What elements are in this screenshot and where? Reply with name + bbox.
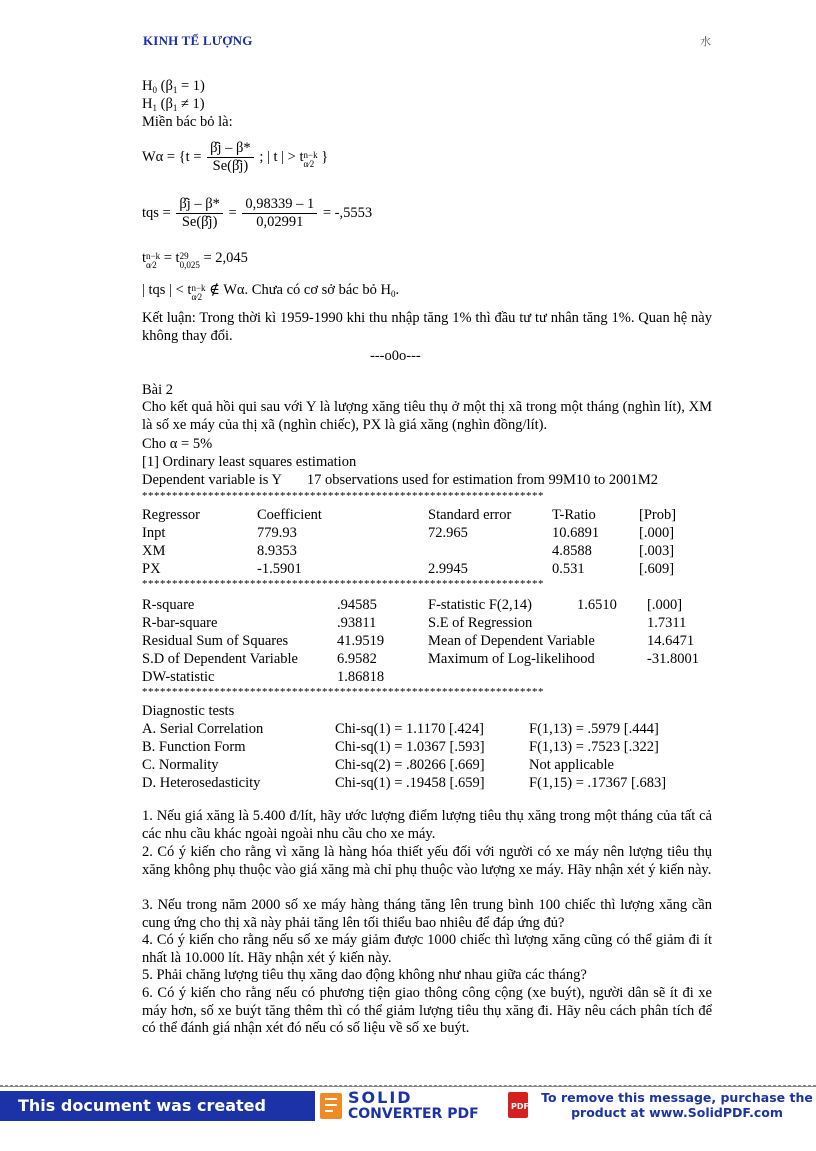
- header-mark: 水: [700, 36, 711, 48]
- stats-row-cell: -31.8001: [647, 651, 699, 667]
- diagnostic-title: Diagnostic tests: [142, 703, 235, 719]
- stats-row-cell: S.D of Dependent Variable: [142, 651, 298, 667]
- table-row-cell: 10.6891: [552, 525, 600, 541]
- stats-row-cell: 14.6471: [647, 633, 695, 649]
- estimation-method: [1] Ordinary least squares estimation: [142, 454, 357, 470]
- diagnostic-row-cell: D. Heterosedasticity: [142, 775, 261, 791]
- stats-row-cell: 1.86818: [337, 669, 385, 685]
- footer-created-text: This document was created using: [0, 1091, 315, 1121]
- diagnostic-row-cell: Chi-sq(1) = 1.1170 [.424]: [335, 721, 485, 737]
- hypothesis-h1: $H_1$ $(\beta_1 \ne 1)$: [142, 96, 205, 113]
- logo-text-top: SOLID: [348, 1088, 413, 1107]
- conclusion-paragraph: Kết luận: Trong thời kì 1959-1990 khi thu nhập tăng 1% thì đầu tư tư nhân tăng 1%. Quan hệ này không thay đổi.: [142, 310, 712, 344]
- stars-divider-2: *******************************************************************: [142, 578, 544, 590]
- watermark-footer: [0, 1086, 816, 1145]
- alpha-level: Cho α = 5%: [142, 436, 213, 452]
- svg-text:PDF: PDF: [511, 1102, 529, 1111]
- stats-row-cell: [.000]: [647, 597, 683, 613]
- stats-row-cell: 1.6510: [577, 597, 617, 613]
- rejection-region-label: Miền bác bỏ là:: [142, 114, 233, 130]
- stats-row-cell: 41.9519: [337, 633, 385, 649]
- diagnostic-row-cell: Not applicable: [529, 757, 614, 773]
- diagnostic-row-cell: Chi-sq(1) = .19458 [.659]: [335, 775, 485, 791]
- diagnostic-row-cell: Chi-sq(1) = 1.0367 [.593]: [335, 739, 485, 755]
- diagnostic-row-cell: Chi-sq(2) = .80266 [.669]: [335, 757, 485, 773]
- stats-row-cell: S.E of Regression: [428, 615, 533, 631]
- table-row-cell: 8.9353: [257, 543, 297, 559]
- stats-row-cell: Maximum of Log-likelihood: [428, 651, 595, 667]
- diagnostic-row-cell: C. Normality: [142, 757, 219, 773]
- stats-row-cell: 1.7311: [647, 615, 687, 631]
- stats-row-cell: R-bar-square: [142, 615, 218, 631]
- tqs-formula: tqs = $\frac{\betâj - \beta*}{Se(\betâj)}$ = $\frac{0,98339 - 1}{0,02991}$ = -,5553: [142, 196, 373, 230]
- dependent-variable-line: Dependent variable is Y 17 observations used for estimation from 99M10 to 2001M2: [142, 472, 659, 488]
- stats-row-cell: F-statistic F(2,14): [428, 597, 532, 613]
- section-separator: ---o0o---: [370, 348, 421, 364]
- diagnostic-row-cell: B. Function Form: [142, 739, 246, 755]
- stars-divider-3: *******************************************************************: [142, 686, 544, 698]
- table-row-cell: [.003]: [639, 543, 675, 559]
- footer-purchase-text: To remove this message, purchase the product at www.SolidPDF.com: [541, 1090, 813, 1120]
- table-header-row-cell: Coefficient: [257, 507, 322, 523]
- stats-row-cell: Mean of Dependent Variable: [428, 633, 595, 649]
- stats-row-cell: .94585: [337, 597, 377, 613]
- table-row-cell: 779.93: [257, 525, 297, 541]
- table-header-row-cell: Regressor: [142, 507, 200, 523]
- question-item: 3. Nếu trong năm 2000 số xe máy hàng tháng tăng lên trung bình 100 chiếc thì lượng xăng cần cung ứng cho thị xã này phải tăng lên tối thiểu bao nhiêu để đáp ứng đủ?: [142, 897, 712, 931]
- diagnostic-row-cell: A. Serial Correlation: [142, 721, 264, 737]
- table-header-row-cell: T-Ratio: [552, 507, 596, 523]
- solidpdf-link[interactable]: www.SolidPDF.com: [649, 1105, 783, 1120]
- exercise-intro: Cho kết quả hồi qui sau với Y là lượng xăng tiêu thụ ở một thị xã trong một tháng (nghìn lít), XM là số xe máy của thị xã (nghìn chiếc), PX là giá xăng (nghìn đồng/lít).: [142, 399, 712, 433]
- table-row-cell: 0.531: [552, 561, 585, 577]
- table-row-cell: 72.965: [428, 525, 468, 541]
- table-row-cell: Inpt: [142, 525, 166, 541]
- table-row-cell: [.000]: [639, 525, 675, 541]
- exercise-title: Bài 2: [142, 382, 174, 398]
- stats-row-cell: R-square: [142, 597, 195, 613]
- stats-row-cell: DW-statistic: [142, 669, 215, 685]
- hypothesis-h0: $H_0$ $(\beta_1 = 1)$: [142, 78, 205, 95]
- question-item: 1. Nếu giá xăng là 5.400 đ/lít, hãy ước lượng điểm lượng tiêu thụ xăng trong một tháng của tất cả các nhu cầu khác ngoài ngoài nhu cầu cho xe máy.: [142, 808, 712, 842]
- table-row-cell: 4.8588: [552, 543, 592, 559]
- table-row-cell: XM: [142, 543, 166, 559]
- diagnostic-row-cell: F(1,13) = .5979 [.444]: [529, 721, 659, 737]
- question-item: 2. Có ý kiến cho rằng vì xăng là hàng hóa thiết yếu đối với người có xe máy nên lượng tiêu thụ xăng không phụ thuộc vào giá xăng mà chỉ phụ thuộc vào lượng xe máy. Hãy nhận xét ý kiến này.: [142, 844, 712, 878]
- table-row-cell: 2.9945: [428, 561, 468, 577]
- diagnostic-row-cell: F(1,13) = .7523 [.322]: [529, 739, 659, 755]
- question-item: 4. Có ý kiến cho rằng nếu số xe máy giảm được 1000 chiếc thì lượng xăng cũng có thể giảm đi ít nhất là 10.000 lít. Hãy nhận xét ý kiến này.: [142, 932, 712, 966]
- table-row-cell: [.609]: [639, 561, 675, 577]
- stats-row-cell: 6.9582: [337, 651, 377, 667]
- solid-converter-logo[interactable]: [318, 1090, 533, 1122]
- table-row-cell: PX: [142, 561, 161, 577]
- test-comparison: | tqs | < tn−k α⁄2 ∉ Wα. Chưa có cơ sở bác bỏ $H_0$.: [142, 282, 400, 302]
- stars-divider-1: *******************************************************************: [142, 490, 544, 502]
- logo-text-bottom: CONVERTER PDF: [348, 1106, 479, 1122]
- diagnostic-row-cell: F(1,15) = .17367 [.683]: [529, 775, 667, 791]
- page-header-title: KINH TẾ LƯỢNG: [143, 33, 253, 48]
- stats-row-cell: .93811: [337, 615, 377, 631]
- rejection-region-formula: Wα = {t = $\frac{\betâj - \beta*}{Se(\betâj)}$ ; | t | > tn−k α⁄2 }: [142, 140, 329, 174]
- stats-row-cell: Residual Sum of Squares: [142, 633, 289, 649]
- t-critical-value: tn−k α⁄2 = t29 0,025 = 2,045: [142, 250, 248, 270]
- question-item: 5. Phải chăng lượng tiêu thụ xăng dao động không như nhau giữa các tháng?: [142, 967, 587, 983]
- table-header-row-cell: [Prob]: [639, 507, 677, 523]
- table-header-row-cell: Standard error: [428, 507, 512, 523]
- table-row-cell: -1.5901: [257, 561, 302, 577]
- question-item: 6. Có ý kiến cho rằng nếu có phương tiện giao thông công cộng (xe buýt), người dân sẽ ít đi xe máy hơn, số xe buýt tăng thêm thì có thể giảm lượng tiêu thụ xăng đi. Hãy nêu cách phân tích để có thể đánh giá nhận xét đó nếu có số liệu về số xe buýt.: [142, 985, 712, 1036]
